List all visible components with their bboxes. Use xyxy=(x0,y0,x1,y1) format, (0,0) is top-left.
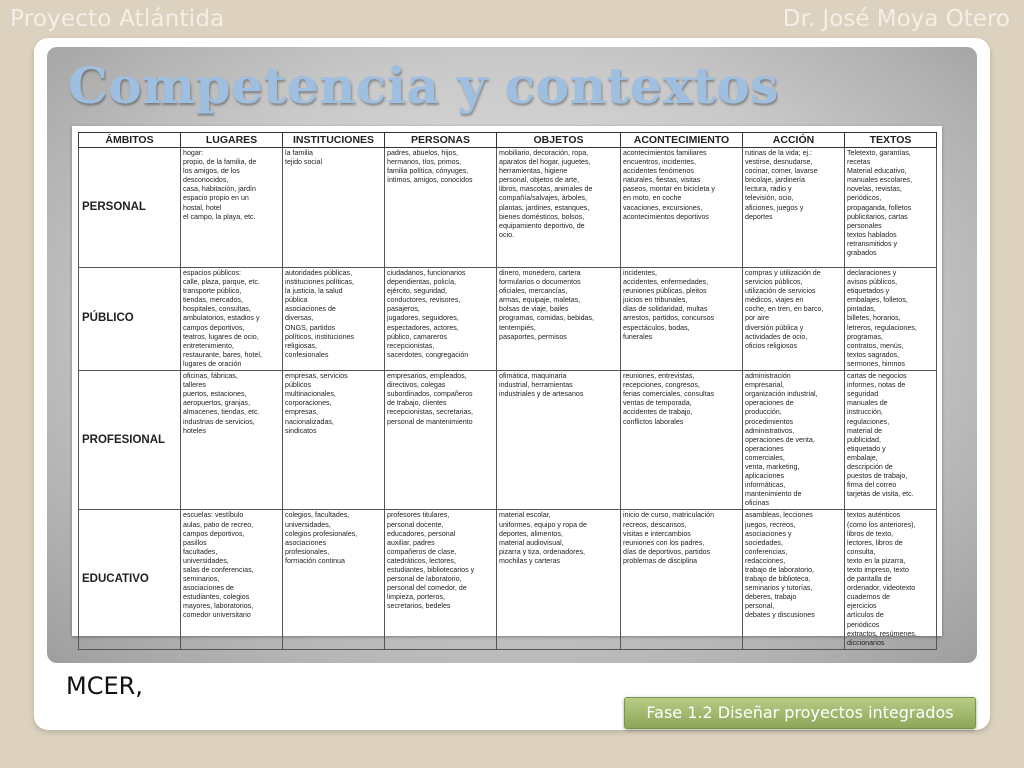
cell-line: publicidad, xyxy=(847,435,881,444)
cell-line: restaurante, bares, hotel, xyxy=(183,350,262,359)
cell-line: funerales xyxy=(623,332,653,341)
cell-line: religiosas, xyxy=(285,341,317,350)
cell-line: colegios, facultades, xyxy=(285,511,350,520)
cell-line: paseos, montar en bicicleta y xyxy=(623,185,715,194)
cell-line: pasajeros, xyxy=(387,305,420,314)
cell-line: salas de conferencias, xyxy=(183,566,254,574)
cell-line: profesionales, xyxy=(285,547,330,556)
header-lugares: LUGARES xyxy=(181,133,283,148)
cell-line: procedimientos xyxy=(745,417,794,426)
cell-line: la familia xyxy=(285,149,313,157)
table-row xyxy=(79,371,937,510)
cell-line: letreros, regulaciones, xyxy=(847,323,917,332)
cell-line: asociaciones de xyxy=(183,584,234,593)
cell-line: actividades de ocio, xyxy=(745,332,808,341)
cell-line: personal de laboratorio, xyxy=(387,575,462,584)
cell-line: encuentros, incidentes, xyxy=(623,158,696,167)
cell-line: personal de mantenimiento xyxy=(387,417,473,426)
cell-line: empresarios, empleados, xyxy=(387,372,467,381)
cell-line: hospitales, consultas, xyxy=(183,305,251,314)
cell-acontecimiento xyxy=(621,268,743,371)
cell-line: seminarios y tutorías, xyxy=(745,584,813,593)
cell-line: plantas, jardines, estanques, xyxy=(499,203,590,212)
cell-line: embalaje, xyxy=(847,453,878,462)
cell-line: redacciones, xyxy=(745,556,786,565)
cell-line: ordenador, videotexto xyxy=(847,584,916,593)
cell-line: formación continua xyxy=(285,556,345,565)
cell-line: trabajo de biblioteca, xyxy=(745,575,811,584)
cell-personas xyxy=(385,510,497,649)
cell-line: (como los anteriores), xyxy=(847,520,916,529)
cell-line: cuadernos de xyxy=(847,593,890,602)
cell-line: ambulatorios, estadios y xyxy=(183,314,260,323)
cell-line: estudiantes, colegios xyxy=(183,593,250,602)
cell-line: artículos de xyxy=(847,611,884,620)
cell-line: formularios o documentos xyxy=(499,278,581,287)
cell-line: sindicatos xyxy=(285,426,317,435)
cell-line: accidentes, enfermedades, xyxy=(623,278,709,287)
cell-line: deportes, alimentos, xyxy=(499,529,563,538)
cell-line: de trabajo, clientes xyxy=(387,399,447,408)
cell-line: días de solidaridad, multas xyxy=(623,305,708,314)
cell-line: venta, marketing, xyxy=(745,462,800,471)
cell-line: operaciones de xyxy=(745,399,794,408)
cell-line: libros, mascotas, animales de xyxy=(499,185,593,194)
slide-title: Competencia y contextos xyxy=(68,56,779,115)
cell-line: bienes domésticos, bolsos, xyxy=(499,212,585,221)
cell-line: conductores, revisores, xyxy=(387,296,461,305)
cell-line: tarjetas de visita, etc. xyxy=(847,490,914,499)
cell-line: escuelas: vestíbulo xyxy=(183,511,244,520)
cell-line: limpieza, porteros, xyxy=(387,593,445,602)
cell-lugares xyxy=(181,371,283,510)
cell-line: personal docente, xyxy=(387,520,444,529)
cell-line: cartas de negocios xyxy=(847,372,907,381)
table-header-row xyxy=(79,133,937,148)
cell-line: pizarra y tiza, ordenadores, xyxy=(499,547,585,556)
cell-line: entretenimiento, xyxy=(183,341,234,350)
cell-line: propaganda, folletos xyxy=(847,203,912,212)
header-personas: PERSONAS xyxy=(385,133,497,148)
cell-personas xyxy=(385,148,497,268)
cell-acontecimiento xyxy=(621,148,743,268)
cell-line: embalajes, folletos, xyxy=(847,296,908,305)
cell-accion xyxy=(743,148,845,268)
table-row xyxy=(79,148,937,268)
cell-line: ejercicios xyxy=(847,602,877,611)
cell-accion xyxy=(743,371,845,510)
cell-line: reuniones, entrevistas, xyxy=(623,372,695,381)
cell-line: sacerdotes, congregación xyxy=(387,350,469,359)
cell-line: familia política, cónyuges, xyxy=(387,167,469,176)
cell-line: accidentes fenómenos xyxy=(623,167,694,176)
cell-line: periódicos xyxy=(847,620,880,629)
cell-line: nacionalizadas, xyxy=(285,417,334,426)
cell-objetos xyxy=(497,510,621,649)
table-row xyxy=(79,268,937,371)
cell-line: Material educativo, xyxy=(847,167,907,176)
cell-acontecimiento xyxy=(621,510,743,649)
cell-line: casa, habitación, jardín xyxy=(183,185,256,194)
cell-line: utilización de servicios xyxy=(745,287,816,296)
cell-lugares xyxy=(181,148,283,268)
contexts-table xyxy=(78,132,937,650)
cell-line: seguridad xyxy=(847,390,879,399)
cell-line: ciudadanos, funcionarios xyxy=(387,269,466,277)
cell-line: almacenes, tiendas, etc. xyxy=(183,408,260,417)
cell-line: operaciones de venta, xyxy=(745,435,815,444)
cell-line: recepcionistas, secretarias, xyxy=(387,408,473,417)
cell-line: ventas de temporada, xyxy=(623,399,692,408)
cell-line: pasillos xyxy=(183,538,207,547)
cell-line: compañía/salvajes, árboles, xyxy=(499,194,587,203)
cell-line: espacio propio en un xyxy=(183,194,249,203)
cell-line: transporte público, xyxy=(183,287,242,296)
cell-line: público, camareros xyxy=(387,332,447,341)
cell-line: administrativos, xyxy=(745,426,795,435)
cell-line: acontecimientos deportivos xyxy=(623,212,709,221)
cell-line: operaciones xyxy=(745,444,784,453)
cell-line: etiquetados y xyxy=(847,287,890,296)
cell-line: retransmitidos y xyxy=(847,239,898,248)
cell-line: inicio de curso, matriculación xyxy=(623,511,715,520)
cell-line: espacios públicos: xyxy=(183,269,241,277)
author-name: Dr. José Moya Otero xyxy=(782,6,1010,32)
cell-line: juicios en tribunales, xyxy=(623,296,688,305)
cell-line: televisión, ocio, xyxy=(745,194,794,203)
cell-line: informáticas, xyxy=(745,481,786,490)
cell-line: coche, en tren, en barco, xyxy=(745,305,824,314)
cell-line: estudiantes, bibliotecarios y xyxy=(387,566,475,574)
cell-line: políticos, instituciones xyxy=(285,332,355,341)
cell-line: accidentes de trabajo, xyxy=(623,408,693,417)
cell-line: textos hablados xyxy=(847,230,897,239)
cell-line: recepciones, congresos, xyxy=(623,381,700,390)
cell-instituciones xyxy=(283,148,385,268)
cell-line: universidades, xyxy=(285,520,331,529)
ambito-label: EDUCATIVO xyxy=(79,510,181,649)
cell-line: mobiliario, decoración, ropa, xyxy=(499,149,589,157)
cell-line: pasaportes, permisos xyxy=(499,332,567,341)
cell-line: publicitarios, cartas xyxy=(847,212,908,221)
cell-textos xyxy=(845,268,937,371)
cell-line: la justicia, la salud xyxy=(285,287,343,296)
cell-line: los amigos, de los xyxy=(183,167,240,176)
cell-line: comedor universitario xyxy=(183,611,251,620)
cell-line: juegos, recreos, xyxy=(745,520,796,529)
header-accion: ACCIÓN xyxy=(743,133,845,148)
phase-button[interactable]: Fase 1.2 Diseñar proyectos integrados xyxy=(624,697,976,729)
cell-line: texto impreso, texto xyxy=(847,566,909,574)
cell-line: asambleas, lecciones xyxy=(745,511,813,520)
cell-line: tiendas, mercados, xyxy=(183,296,243,305)
cell-line: regulaciones, xyxy=(847,417,890,426)
cell-line: industrias de servicios, xyxy=(183,417,255,426)
cell-line: educadores, personal xyxy=(387,529,456,538)
cell-line: comerciales, xyxy=(745,453,785,462)
cell-line: mayores, laboratorios, xyxy=(183,602,254,611)
cell-line: reuniones públicas, pleitos xyxy=(623,287,707,296)
header-ambitos: ÁMBITOS xyxy=(79,133,181,148)
cell-line: por aire xyxy=(745,314,770,323)
cell-lugares xyxy=(181,510,283,649)
cell-textos xyxy=(845,148,937,268)
cell-line: dinero, monedero, cartera xyxy=(499,269,581,277)
cell-line: manuales de xyxy=(847,399,888,408)
cell-line: médicos, viajes en xyxy=(745,296,804,305)
cell-line: problemas de disciplina xyxy=(623,556,698,565)
cell-line: diversas, xyxy=(285,314,314,323)
cell-line: naturales, fiestas, visitas xyxy=(623,176,701,185)
cell-line: informes, notas de xyxy=(847,381,906,390)
cell-line: hoteles xyxy=(183,426,206,435)
cell-line: diccionarios xyxy=(847,638,885,647)
cell-line: deberes, trabajo xyxy=(745,593,797,602)
cell-line: ONGS, partidos xyxy=(285,323,336,332)
cell-line: visitas e intercambios xyxy=(623,529,691,538)
cell-line: colegios profesionales, xyxy=(285,529,358,538)
cell-line: rutinas de la vida; ej.: xyxy=(745,149,813,157)
cell-line: vestirse, desnudarse, xyxy=(745,158,813,167)
cell-line: recetas xyxy=(847,158,871,167)
cell-line: armas, equipaje, maletas, xyxy=(499,296,581,305)
cell-line: puestos de trabajo, xyxy=(847,472,908,481)
cell-instituciones xyxy=(283,371,385,510)
cell-line: mantenimiento de xyxy=(745,490,802,499)
cell-line: tejido social xyxy=(285,158,323,167)
cell-line: asociaciones xyxy=(285,538,327,547)
cell-line: recreos, descansos, xyxy=(623,520,687,529)
cell-line: dependientas, policía, xyxy=(387,278,457,287)
cell-line: avisos públicos, xyxy=(847,278,898,287)
cell-line: campos deportivos, xyxy=(183,529,245,538)
cell-line: facultades, xyxy=(183,547,218,556)
cell-line: etiquetado y xyxy=(847,444,886,453)
cell-textos xyxy=(845,371,937,510)
ambito-label: PÚBLICO xyxy=(79,268,181,371)
cell-line: corporaciones, xyxy=(285,399,332,408)
table-row xyxy=(79,510,937,649)
cell-line: desconocidos, xyxy=(183,176,229,185)
cell-acontecimiento xyxy=(621,371,743,510)
cell-line: compras y utilización de xyxy=(745,269,821,277)
cell-line: equipamiento deportivo, de xyxy=(499,221,585,230)
cell-line: aparatos del hogar, juguetes, xyxy=(499,158,591,167)
cell-objetos xyxy=(497,268,621,371)
header-textos: TEXTOS xyxy=(845,133,937,148)
header-acontecimiento: ACONTECIMIENTO xyxy=(621,133,743,148)
cell-line: manuales escolares, xyxy=(847,176,913,185)
cell-line: espectadores, actores, xyxy=(387,323,459,332)
cell-line: deportes xyxy=(745,212,773,221)
cell-line: padres, abuelos, hijos, xyxy=(387,149,458,157)
cell-line: descripción de xyxy=(847,462,893,471)
cell-line: aficiones, juegos y xyxy=(745,203,804,212)
cell-line: servicios públicos, xyxy=(745,278,803,287)
header-objetos: OBJETOS xyxy=(497,133,621,148)
cell-line: empresas, servicios xyxy=(285,372,348,381)
cell-line: de pantalla de xyxy=(847,575,892,584)
cell-line: el campo, la playa, etc. xyxy=(183,212,256,221)
cell-line: instrucción, xyxy=(847,408,883,417)
cell-line: grabados xyxy=(847,249,877,258)
cell-line: asociaciones y xyxy=(745,529,792,538)
cell-line: acontecimientos familiares xyxy=(623,149,707,157)
cell-line: trabajo de laboratorio, xyxy=(745,566,815,574)
cell-line: personal, objetos de arte, xyxy=(499,176,580,185)
cell-line: pintadas, xyxy=(847,305,876,314)
cell-line: oficiales, mercancías, xyxy=(499,287,568,296)
cell-line: hogar: xyxy=(183,149,204,157)
cell-line: mochilas y carteras xyxy=(499,556,561,565)
cell-line: puertos, estaciones, xyxy=(183,390,247,399)
cell-line: billetes, horarios, xyxy=(847,314,901,323)
cell-line: espectáculos, bodas, xyxy=(623,323,690,332)
ambito-label: PERSONAL xyxy=(79,148,181,268)
header-instituciones: INSTITUCIONES xyxy=(283,133,385,148)
cell-line: vacaciones, excursiones, xyxy=(623,203,703,212)
cell-line: arrestos, partidos, concursos xyxy=(623,314,715,323)
cell-line: talleres xyxy=(183,381,206,390)
cell-line: material audiovisual, xyxy=(499,538,564,547)
cell-line: seminarios, xyxy=(183,575,220,584)
cell-line: libros de texto, xyxy=(847,529,894,538)
cell-line: ferias comerciales, consultas xyxy=(623,390,715,399)
cell-line: Teletexto, garantías, xyxy=(847,149,911,157)
cell-line: en moto, en coche xyxy=(623,194,682,203)
cell-line: producción, xyxy=(745,408,782,417)
cell-line: lugares de oración xyxy=(183,359,242,368)
cell-instituciones xyxy=(283,510,385,649)
cell-line: ejército, seguridad, xyxy=(387,287,447,296)
cell-line: bolsas de viaje, bailes xyxy=(499,305,569,314)
cell-line: teatros, lugares de ocio, xyxy=(183,332,259,341)
cell-line: autoridades públicas, xyxy=(285,269,353,277)
project-name: Proyecto Atlántida xyxy=(10,6,225,32)
cell-line: catedráticos, lectores, xyxy=(387,556,456,565)
cell-line: compañeros de clase, xyxy=(387,547,457,556)
cell-line: confesionales xyxy=(285,350,329,359)
cell-personas xyxy=(385,371,497,510)
cell-lugares xyxy=(181,268,283,371)
cell-line: personal del comedor, de xyxy=(387,584,467,593)
cell-objetos xyxy=(497,148,621,268)
cell-line: administración xyxy=(745,372,791,381)
cell-line: herramientas, higiene xyxy=(499,167,568,176)
cell-line: públicos xyxy=(285,381,312,390)
cell-line: empresas, xyxy=(285,408,319,417)
cell-line: textos auténticos xyxy=(847,511,901,520)
cell-line: sociedades, xyxy=(745,538,783,547)
cell-line: bricolaje, jardinería xyxy=(745,176,805,185)
cell-line: personales xyxy=(847,221,882,230)
cell-line: recepcionistas, xyxy=(387,341,435,350)
cell-line: sermones, himnos xyxy=(847,359,905,368)
cell-accion xyxy=(743,268,845,371)
cell-line: tentempiés, xyxy=(499,323,536,332)
cell-line: periódicos, xyxy=(847,194,882,203)
cell-line: oficios religiosos xyxy=(745,341,798,350)
cell-line: novelas, revistas, xyxy=(847,185,902,194)
cell-personas xyxy=(385,268,497,371)
cell-line: aeropuertos, granjas, xyxy=(183,399,251,408)
cell-line: texto en la pizarra, xyxy=(847,556,906,565)
cell-line: material de xyxy=(847,426,883,435)
cell-line: diversión pública y xyxy=(745,323,804,332)
cell-line: aplicaciones xyxy=(745,472,785,481)
cell-line: hermanos, tíos, primos, xyxy=(387,158,462,167)
ambito-label: PROFESIONAL xyxy=(79,371,181,510)
cell-instituciones xyxy=(283,268,385,371)
cell-line: programas, comidas, bebidas, xyxy=(499,314,595,323)
cell-line: instituciones políticas, xyxy=(285,278,355,287)
cell-line: firma del correo xyxy=(847,481,897,490)
cell-line: programas, xyxy=(847,332,883,341)
cell-line: universidades, xyxy=(183,556,229,565)
mcer-caption: MCER, xyxy=(66,672,143,700)
cell-line: organización industrial, xyxy=(745,390,818,399)
cell-line: personal, xyxy=(745,602,775,611)
cell-line: ocio. xyxy=(499,230,514,239)
cell-line: contratos, menús, xyxy=(847,341,904,350)
cell-line: empresarial, xyxy=(745,381,785,390)
cell-line: asociaciones de xyxy=(285,305,336,314)
cell-line: campos deportivos, xyxy=(183,323,245,332)
cell-line: conferencias, xyxy=(745,547,788,556)
cell-line: aulas, patio de recreo, xyxy=(183,520,254,529)
cell-line: secretarios, bedeles xyxy=(387,602,451,611)
cell-objetos xyxy=(497,371,621,510)
cell-line: pública xyxy=(285,296,308,305)
cell-line: jugadores, seguidores, xyxy=(387,314,459,323)
cell-line: auxiliar, padres xyxy=(387,538,435,547)
cell-line: lectores, libros de xyxy=(847,538,903,547)
cell-line: debates y discusiones xyxy=(745,611,815,620)
mcer-table-sheet xyxy=(72,126,942,647)
cell-line: oficinas xyxy=(745,499,770,508)
cell-line: días de deportivos, partidos xyxy=(623,547,711,556)
cell-line: ofimática, maquinaria xyxy=(499,372,567,381)
cell-line: subordinados, compañeros xyxy=(387,390,473,399)
cell-line: multinacionales, xyxy=(285,390,336,399)
cell-accion xyxy=(743,510,845,649)
cell-line: declaraciones y xyxy=(847,269,897,277)
cell-line: lectura, radio y xyxy=(745,185,792,194)
cell-line: directivos, colegas xyxy=(387,381,446,390)
cell-line: extractos, resúmenes, xyxy=(847,629,917,638)
cell-line: industrial, herramientas xyxy=(499,381,573,390)
cell-line: propio, de la familia, de xyxy=(183,158,257,167)
cell-line: incidentes, xyxy=(623,269,657,277)
cell-line: material escolar, xyxy=(499,511,551,520)
cell-line: uniformes, equipo y ropa de xyxy=(499,520,587,529)
cell-line: industriales y de artesanos xyxy=(499,390,584,399)
cell-line: cocinar, comer, lavarse xyxy=(745,167,818,176)
cell-line: consulta, xyxy=(847,547,876,556)
cell-textos xyxy=(845,510,937,649)
cell-line: oficinas, fábricas, xyxy=(183,372,238,381)
cell-line: conflictos laborales xyxy=(623,417,684,426)
cell-line: calle, plaza, parque, etc. xyxy=(183,278,260,287)
cell-line: profesores titulares, xyxy=(387,511,450,520)
cell-line: íntimos, amigos, conocidos xyxy=(387,176,473,185)
cell-line: reuniones con los padres, xyxy=(623,538,705,547)
cell-line: textos sagrados, xyxy=(847,350,900,359)
cell-line: hostal, hotel xyxy=(183,203,222,212)
